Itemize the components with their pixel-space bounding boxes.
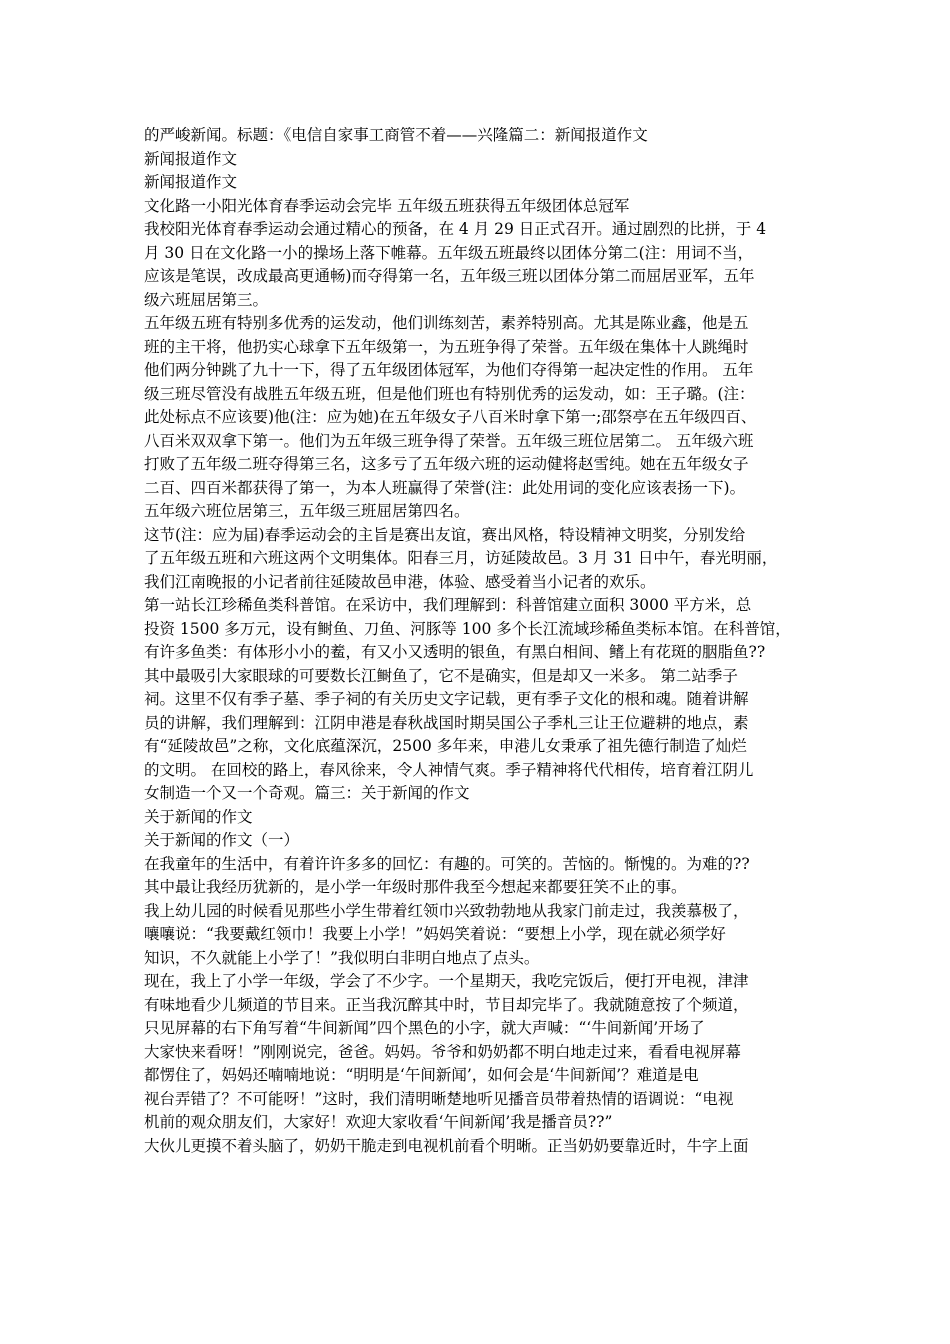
text-line: 大伙儿更摸不着头脑了，奶奶干脆走到电视机前看个明晰。正当奶奶要靠近时，牛字上面: [144, 1136, 749, 1155]
text-line: 有许多鱼类：有体形小小的鲝，有又小又透明的银鱼，有黑白相间、鳍上有花斑的胭脂鱼??: [144, 643, 766, 661]
text-line: 新闻报道作文: [144, 149, 238, 168]
text-line: 第一站长江珍稀鱼类科普馆。在采访中，我们理解到：科普馆建立面积 3000 平方米，总: [144, 596, 752, 614]
text-line: 的文明。 在回校的路上，春风徐来，令人神情气爽。季子精神将代代相传，培育着江阴儿: [144, 760, 754, 779]
text-line: 的严峻新闻。标题：《电信自家事工商管不着——兴隆篇二：新闻报道作文: [144, 126, 648, 144]
text-line: 女制造一个又一个奇观。篇三：关于新闻的作文: [144, 784, 470, 802]
text-line: 在我童年的生活中，有着许许多多的回忆：有趣的。可笑的。苦恼的。惭愧的。为难的??: [144, 854, 750, 873]
text-line: 员的讲解，我们理解到：江阴申港是春秋战国时期吴国公子季札三让王位避耕的地点，素: [144, 713, 749, 732]
text-line: 只见屏幕的右下角写着“牛间新闻”四个黑色的小字，就大声喊：“‘牛间新闻’开场了: [144, 1019, 705, 1037]
text-line: 新闻报道作文: [144, 173, 238, 191]
text-line: 都愣住了，妈妈还喃喃地说：“明明是‘午间新闻’，如何会是‘牛间新闻’？难道是电: [144, 1066, 699, 1084]
text-line: 有味地看少儿频道的节目来。正当我沉醉其中时，节目却完毕了。我就随意按了个频道，: [144, 995, 749, 1014]
text-line: 视台弄错了？不可能呀！”这时，我们清明晰楚地听见播音员带着热情的语调说：“电视: [144, 1089, 734, 1108]
text-line: 现在，我上了小学一年级，学会了不少字。一个星期天，我吃完饭后，便打开电视，津津: [144, 972, 749, 990]
text-line: 我上幼儿园的时候看见那些小学生带着红领巾兴致勃勃地从我家门前走过，我羡慕极了，: [144, 901, 749, 920]
text-line: 我们江南晚报的小记者前往延陵故邑申港，体验、感受着当小记者的欢乐。: [144, 572, 656, 591]
text-line: 应该是笔误，改成最高更通畅)而夺得第一名，五年级三班以团体分第二而屈居亚军，五年: [144, 267, 755, 285]
text-line: 嚷嚷说：“我要戴红领巾！我要上小学！”妈妈笑着说：“要想上小学，现在就必须学好: [144, 925, 726, 943]
text-line: 级六班屈居第三。: [144, 290, 269, 309]
text-line: 投资 1500 多万元，设有鲥鱼、刀鱼、河豚等 100 多个长江流域珍稀鱼类标本馆。在科普馆，: [144, 619, 791, 638]
text-line: 级三班尽管没有战胜五年级五班，但是他们班也有特别优秀的运发动，如：王子璐。(注：: [144, 384, 755, 403]
text-line: 机前的观众朋友们，大家好！欢迎大家收看‘午间新闻’我是播音员??”: [144, 1113, 613, 1131]
text-line: 月 30 日在文化路一小的操场上落下帷幕。五年级五班最终以团体分第二(注：用词不当，: [144, 243, 754, 262]
text-line: 了五年级五班和六班这两个文明集体。阳春三月，访延陵故邑。3 月 31 日中午，春光明丽，: [144, 549, 778, 567]
text-line: 大家快来看呀！”刚刚说完，爸爸。妈妈。爷爷和奶奶都不明白地走过来，看看电视屏幕: [144, 1042, 741, 1061]
text-line: 祠。这里不仅有季子墓、季子祠的有关历史文字记载，更有季子文化的根和魂。随着讲解: [144, 690, 749, 708]
text-line: 他们两分钟跳了九十一下，得了五年级团体冠军，为他们夺得第一起决定性的作用。 五年: [144, 361, 754, 379]
text-line: 此处标点不应该要)他(注：应为她)在五年级女子八百米时拿下第一;邵祭亭在五年级四百、: [144, 408, 757, 426]
text-line: 八百米双双拿下第一。他们为五年级三班争得了荣誉。五年级三班位居第二。 五年级六班: [144, 431, 754, 450]
text-line: 打败了五年级二班夺得第三名，这多亏了五年级六班的运动健将赵雪纯。她在五年级女子: [144, 455, 749, 473]
text-line: 知识，不久就能上小学了！”我似明白非明白地点了点头。: [144, 948, 540, 967]
text-line: 其中最吸引大家眼球的可要数长江鲥鱼了，它不是确实，但是却又一米多。 第二站季子: [144, 666, 738, 685]
text-line: 五年级六班位居第三，五年级三班屈居第四名。: [144, 502, 470, 520]
text-line: 五年级五班有特别多优秀的运发动，他们训练刻苦，素养特别高。尤其是陈业鑫，他是五: [144, 314, 749, 332]
text-line: 其中最让我经历犹新的，是小学一年级时那件我至今想起来都要狂笑不止的事。: [144, 878, 687, 896]
text-line: 班的主干将，他扔实心球拿下五年级第一，为五班争得了荣誉。五年级在集体十人跳绳时: [144, 337, 749, 356]
document-page: [144, 124, 814, 1158]
text-line: 关于新闻的作文: [144, 807, 253, 826]
text-line: 这节(注：应为届)春季运动会的主旨是赛出友谊，赛出风格，特设精神文明奖，分别发给: [144, 525, 746, 544]
text-line: 关于新闻的作文（一）: [144, 831, 300, 849]
text-line: 我校阳光体育春季运动会通过精心的预备，在 4 月 29 日正式召开。通过剧烈的比拼，于 4: [144, 220, 767, 238]
text-line: 文化路一小阳光体育春季运动会完毕 五年级五班获得五年级团体总冠军: [144, 196, 630, 215]
text-line: 二百、四百米都获得了第一，为本人班赢得了荣誉(注：此处用词的变化应该表扬一下)。: [144, 478, 746, 497]
text-line: 有“延陵故邑”之称，文化底蕴深沉，2500 多年来，申港儿女秉承了祖先德行制造了灿烂: [144, 737, 747, 755]
